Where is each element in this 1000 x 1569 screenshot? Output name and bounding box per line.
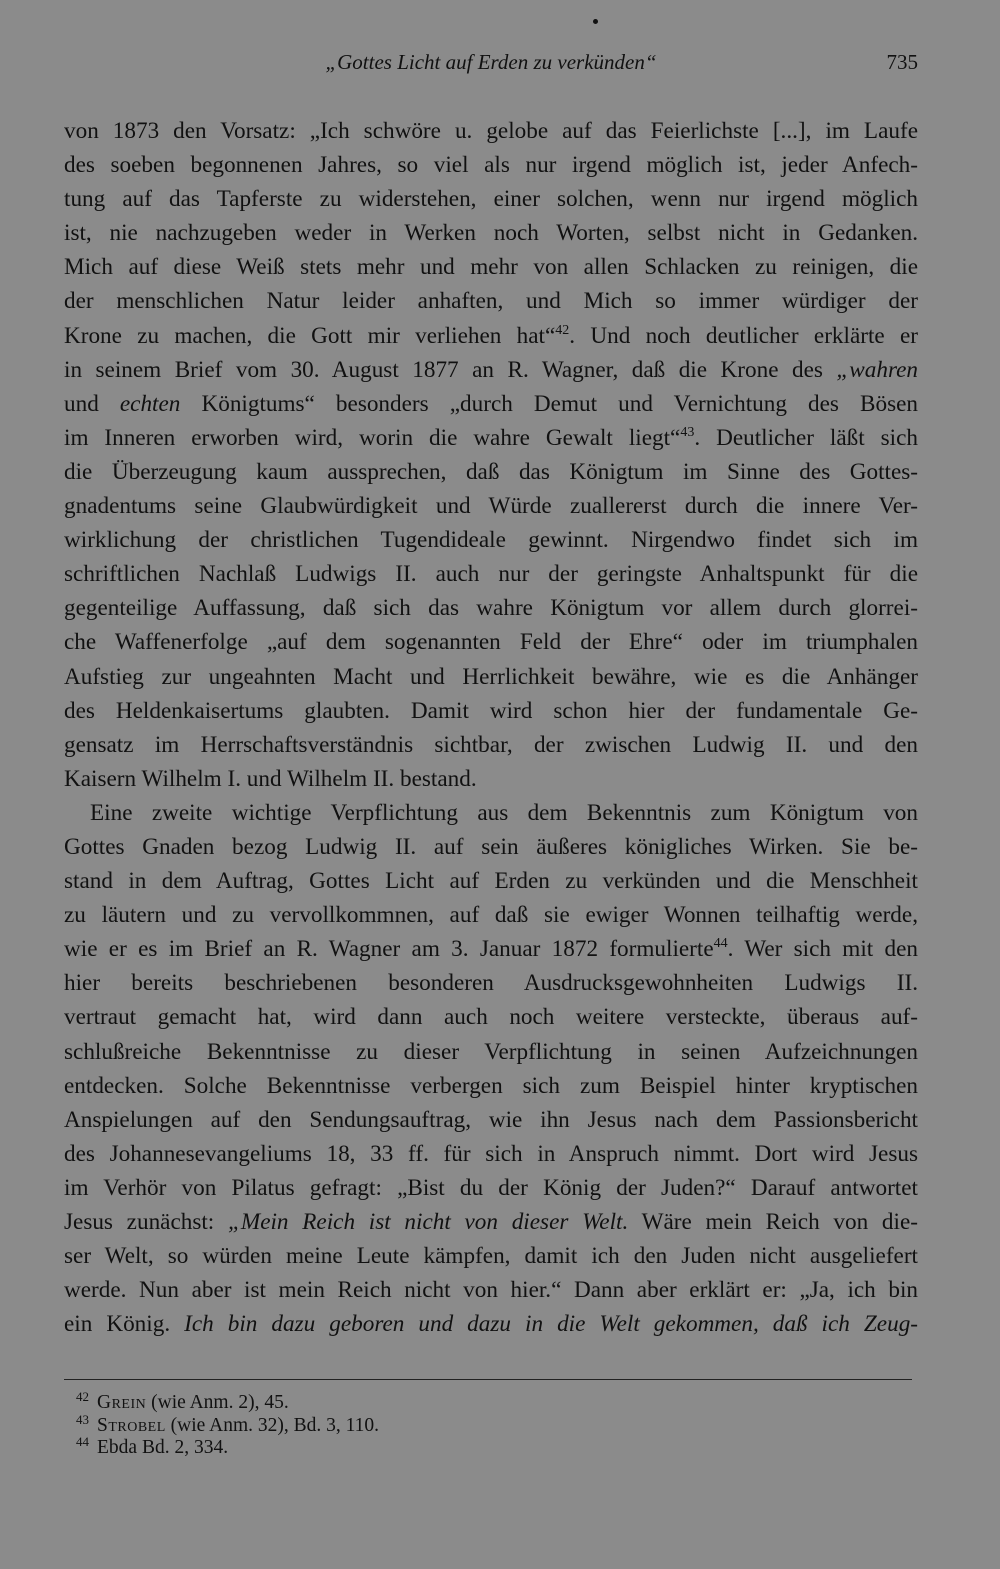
running-header	[64, 46, 918, 86]
text-line: gensatz im Herrschaftsverständnis sichtbar, der zwischen Ludwig II. und den	[64, 731, 918, 758]
text-line: Gottes Gnaden bezog Ludwig II. auf sein äußeres königliches Wirken. Sie be-	[64, 833, 918, 860]
text-line: gnadentums seine Glaubwürdigkeit und Würde zuallererst durch die innere Ver-	[64, 493, 918, 520]
text-line: Anspielungen auf den Sendungsauftrag, wie ihn Jesus nach dem Passionsbericht	[64, 1106, 918, 1133]
text-line: gegenteilige Auffassung, daß sich das wahre Königtum vor allem durch glorrei-	[64, 595, 918, 622]
text-line: ser Welt, so würden meine Leute kämpfen, damit ich den Juden nicht ausgeliefert	[64, 1243, 918, 1270]
text-line: schlußreiche Bekenntnisse zu dieser Verpflichtung in seinen Aufzeichnungen	[64, 1038, 918, 1065]
text-line: hier bereits beschriebenen besonderen Ausdrucksgewohnheiten Ludwigs II.	[64, 970, 918, 997]
footnote-44: $^{44}$ Ebda Bd. 2, 334.	[76, 1434, 229, 1459]
text-line: entdecken. Solche Bekenntnisse verbergen sich zum Beispiel hinter kryptischen	[64, 1072, 918, 1099]
text-line: im Inneren erworben wird, worin die wahre Gewalt liegt“$^{43}$. Deutlicher läßt sich	[64, 424, 918, 451]
text-line: zu läutern und zu vervollkommnen, auf daß sie ewiger Wonnen teilhaftig werde,	[64, 902, 918, 929]
text-line: ist, nie nachzugeben weder in Werken noch Worten, selbst nicht in Gedanken.	[64, 220, 918, 247]
text-line: Kaisern Wilhelm I. und Wilhelm II. bestand.	[64, 765, 477, 792]
footnote-43: $^{43}$ Strobel (wie Anm. 32), Bd. 3, 110.	[76, 1411, 380, 1436]
text-line: die Überzeugung kaum aussprechen, daß das Königtum im Sinne des Gottes-	[64, 458, 918, 485]
text-line: des soeben begonnenen Jahres, so viel als nur irgend möglich ist, jeder Anfech-	[64, 152, 918, 179]
text-line: ein König. Ich bin dazu geboren und dazu in die Welt gekommen, daß ich Zeug-	[64, 1311, 919, 1338]
footnote-42: $^{42}$ Grein (wie Anm. 2), 45.	[76, 1389, 289, 1413]
running-title: „Gottes Licht auf Erden zu verkünden“	[325, 50, 657, 74]
text-line: im Verhör von Pilatus gefragt: „Bist du der König der Juden?“ Darauf antwortet	[64, 1174, 918, 1201]
text-line: des Johannesevangeliums 18, 33 ff. für sich in Anspruch nimmt. Dort wird Jesus	[64, 1140, 918, 1167]
footnotes	[76, 1389, 916, 1460]
footnote-ref-44: 44	[713, 936, 728, 952]
text-line: des Heldenkaisertums glaubten. Damit wird schon hier der fundamentale Ge-	[64, 697, 918, 724]
text-line: Krone zu machen, die Gott mir verliehen hat“$^{42}$. Und noch deutlicher erklärte er	[64, 322, 918, 349]
text-line: der menschlichen Natur leider anhaften, und Mich so immer würdiger der	[64, 288, 918, 315]
text-line: stand in dem Auftrag, Gottes Licht auf Erden zu verkünden und die Menschheit	[64, 868, 918, 895]
text-line: werde. Nun aber ist mein Reich nicht von hier.“ Dann aber erklärt er: „Ja, ich bin	[64, 1277, 918, 1304]
text-line: und echten Königtums“ besonders „durch Demut und Vernichtung des Bösen	[64, 390, 918, 417]
text-line: Jesus zunächst: „Mein Reich ist nicht von dieser Welt. Wäre mein Reich von die-	[64, 1209, 918, 1235]
page-number: 735	[886, 50, 918, 74]
footnote-ref-43: 43	[680, 424, 695, 440]
footnote-ref-42: 42	[555, 322, 570, 338]
text-line: vertraut gemacht hat, wird dann auch noch weitere versteckte, überaus auf-	[64, 1004, 918, 1031]
text-line: Eine zweite wichtige Verpflichtung aus dem Bekenntnis zum Königtum von	[90, 799, 918, 826]
text-line: von 1873 den Vorsatz: „Ich schwöre u. gelobe auf das Feierlichste [...], im Laufe	[64, 118, 918, 144]
text-line: wirklichung der christlichen Tugendideale gewinnt. Nirgendwo findet sich im	[64, 527, 918, 554]
speck-mark	[593, 19, 598, 24]
body-text	[64, 114, 918, 1341]
text-line: che Waffenerfolge „auf dem sogenannten Feld der Ehre“ oder im triumphalen	[64, 629, 918, 656]
text-line: in seinem Brief vom 30. August 1877 an R. Wagner, daß die Krone des „wahren	[64, 356, 918, 383]
text-line: wie er es im Brief an R. Wagner am 3. Januar 1872 formulierte$^{44}$. Wer sich mit den	[64, 936, 918, 963]
text-line: Aufstieg zur ungeahnten Macht und Herrlichkeit bewähre, wie es die Anhänger	[64, 663, 918, 690]
text-line: schriftlichen Nachlaß Ludwigs II. auch nur der geringste Anhaltspunkt für die	[64, 561, 918, 588]
text-line: tung auf das Tapferste zu widerstehen, einer solchen, wenn nur irgend möglich	[64, 186, 918, 213]
footnote-separator	[64, 1379, 912, 1380]
text-line: Mich auf diese Weiß stets mehr und mehr von allen Schlacken zu reinigen, die	[64, 254, 918, 281]
